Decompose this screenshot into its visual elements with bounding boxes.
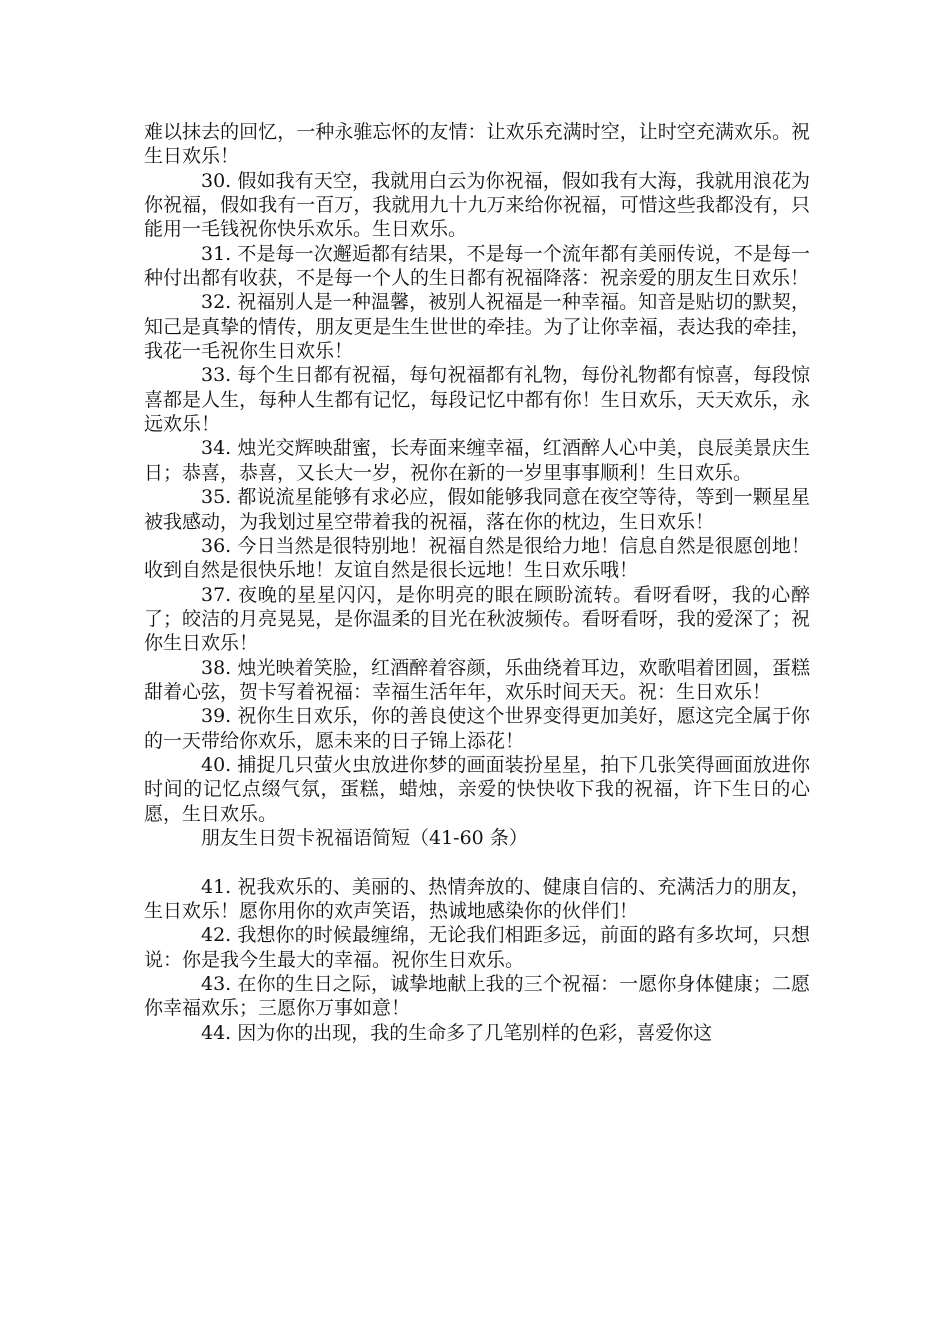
wish-paragraph-44: 44. 因为你的出现，我的生命多了几笔别样的色彩，喜爱你这 <box>201 1021 713 1044</box>
wish-paragraph-31: 31. 不是每一次邂逅都有结果，不是每一个流年都有美丽传说，不是每一种付出都有收获，不是每一个人的生日都有祝福降落：祝亲爱的朋友生日欢乐！ <box>144 242 810 290</box>
wish-paragraph-39: 39. 祝你生日欢乐，你的善良使这个世界变得更加美好，愿这完全属于你的一天带给你欢乐，愿未来的日子锦上添花！ <box>144 705 810 752</box>
wish-paragraph-36: 36. 今日当然是很特别地！祝福自然是很给力地！信息自然是很愿创地！收到自然是很快乐地！友谊自然是很长远地！生日欢乐哦！ <box>144 534 810 582</box>
wish-paragraph-42: 42. 我想你的时候最缠绵，无论我们相距多远，前面的路有多坎坷，只想说：你是我今生最大的幸福。祝你生日欢乐。 <box>144 924 810 971</box>
wish-paragraph-38: 38. 烛光映着笑脸，红酒醉着容颜，乐曲绕着耳边，欢歌唱着团圆，蛋糕甜着心弦，贺卡写着祝福：幸福生活年年，欢乐时间天天。祝：生日欢乐！ <box>144 656 810 703</box>
lead-paragraph: 难以抹去的回忆，一种永骓忘怀的友情：让欢乐充满时空，让时空充满欢乐。祝生日欢乐！ <box>144 121 810 168</box>
wish-paragraph-35: 35. 都说流星能够有求必应，假如能够我同意在夜空等待，等到一颗星星被我感动，为我划过星空带着我的祝福，落在你的枕边，生日欢乐！ <box>144 486 810 533</box>
wish-paragraph-32: 32. 祝福别人是一种温馨，被别人祝福是一种幸福。知音是贴切的默契，知己是真挚的情传，朋友更是生生世世的牵挂。为了让你幸福，表达我的牵挂，我花一毛祝你生日欢乐！ <box>144 291 810 363</box>
blank-line <box>144 850 810 874</box>
wish-paragraph-30: 30. 假如我有天空，我就用白云为你祝福，假如我有大海，我就用浪花为你祝福，假如我有一百万，我就用九十九万来给你祝福，可惜这些我都没有，只能用一毛钱祝你快乐欢乐。生日欢乐。 <box>144 169 810 241</box>
wish-paragraph-37: 37. 夜晚的星星闪闪，是你明亮的眼在顾盼流转。看呀看呀，我的心醉了；皎洁的月亮晃晃，是你温柔的目光在秋波频传。看呀看呀，我的爱深了；祝你生日欢乐！ <box>144 583 810 655</box>
wish-paragraph-40: 40. 捕捉几只萤火虫放进你梦的画面装扮星星，拍下几张笑得画面放进你时间的记忆点缀气氛，蛋糕，蜡烛，亲爱的快快收下我的祝福，许下生日的心愿，生日欢乐。 <box>144 753 810 825</box>
wish-paragraph-34: 34. 烛光交辉映甜蜜，长寿面来缠幸福，红酒醉人心中美，良辰美景庆生日；恭喜，恭喜，又长大一岁，祝你在新的一岁里事事顺利！生日欢乐。 <box>144 437 810 484</box>
wish-paragraph-43: 43. 在你的生日之际，诚挚地献上我的三个祝福：一愿你身体健康；二愿你幸福欢乐；三愿你万事如意！ <box>144 973 810 1020</box>
section-heading: 朋友生日贺卡祝福语简短（41-60 条） <box>201 826 528 849</box>
wish-paragraph-33: 33. 每个生日都有祝福，每句祝福都有礼物，每份礼物都有惊喜，每段惊喜都是人生，每种人生都有记忆，每段记忆中都有你！生日欢乐，天天欢乐，永远欢乐！ <box>144 364 810 436</box>
document-page <box>144 120 810 1045</box>
wish-paragraph-41: 41. 祝我欢乐的、美丽的、热情奔放的、健康自信的、充满活力的朋友，生日欢乐！愿你用你的欢声笑语，热诚地感染你的伙伴们！ <box>144 875 810 922</box>
